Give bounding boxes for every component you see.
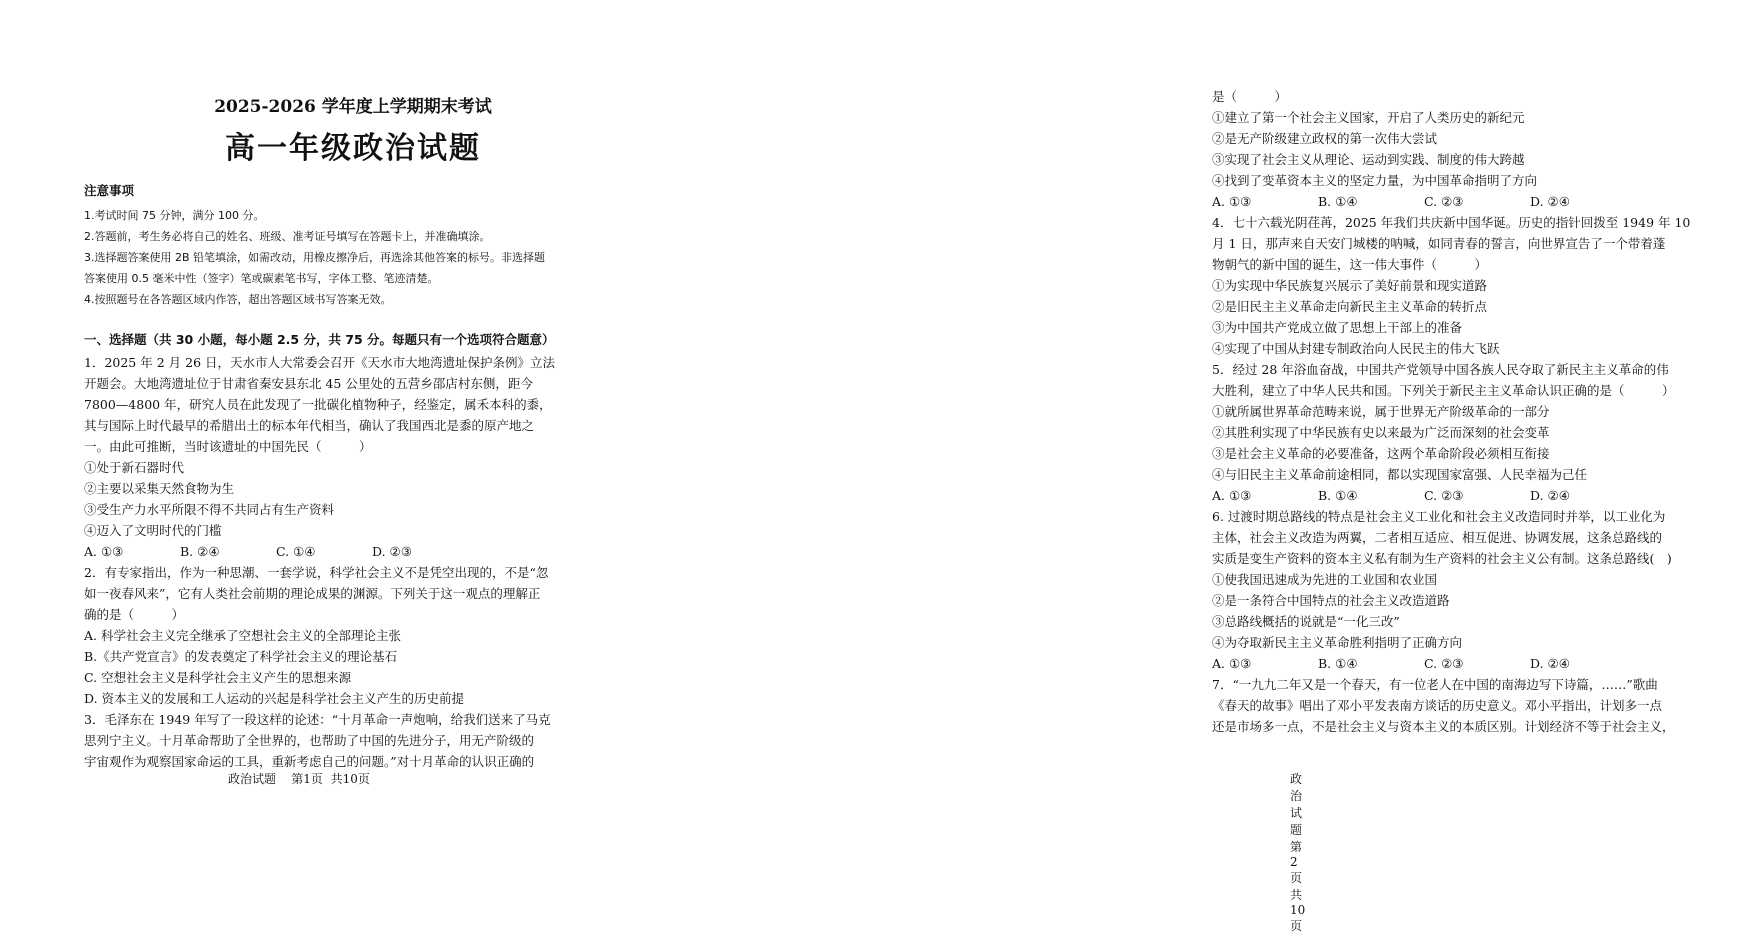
option-b: B. ②④ — [180, 544, 220, 559]
notice-item: 答案使用 0.5 毫米中性（签字）笔或碳素笔书写，字体工整、笔迹清楚。 — [84, 272, 439, 285]
question-line: 月 1 日，那声来自天安门城楼的呐喊，如同青春的誓言，向世界宣告了一个带着蓬 — [1212, 236, 1666, 251]
statement-item: ①为实现中华民族复兴展示了美好前景和现实道路 — [1212, 278, 1488, 293]
footer-page: 第1页 — [291, 772, 323, 786]
statement-item: ③实现了社会主义从理论、运动到实践、制度的伟大跨越 — [1212, 152, 1525, 167]
page-footer-left — [228, 770, 370, 787]
option-d: D. ②④ — [1530, 194, 1570, 209]
page-right — [600, 0, 1691, 933]
footer-total: 共10页 — [330, 772, 370, 786]
option-a: A. ①③ — [84, 544, 124, 559]
footer-subject: 政治试题 — [228, 772, 277, 786]
option-item: A. 科学社会主义完全继承了空想社会主义的全部理论主张 — [84, 628, 401, 643]
question-line: 《春天的故事》唱出了邓小平发表南方谈话的历史意义。邓小平指出，计划多一点 — [1212, 698, 1663, 713]
notice-item: 1.考试时间 75 分钟，满分 100 分。 — [84, 209, 265, 222]
subject-title: 高一年级政治试题 — [225, 131, 481, 166]
option-c: C. ②③ — [1424, 656, 1464, 671]
statement-item: ①建立了第一个社会主义国家，开启了人类历史的新纪元 — [1212, 110, 1525, 125]
option-item: B.《共产党宣言》的发表奠定了科学社会主义的理论基石 — [84, 649, 398, 664]
question-line: 物朝气的新中国的诞生，这一伟大事件（ ） — [1212, 257, 1488, 272]
question-7 — [1212, 674, 1752, 737]
question-6 — [1212, 506, 1752, 674]
question-2 — [84, 562, 592, 709]
footer-subject: 政治试题 — [1290, 772, 1303, 837]
question-line: 还是市场多一点，不是社会主义与资本主义的本质区别。计划经济不等于社会主义， — [1212, 719, 1675, 734]
option-item: D. 资本主义的发展和工人运动的兴起是科学社会主义产生的历史前提 — [84, 691, 465, 706]
statement-item: ②主要以采集天然食物为生 — [84, 481, 235, 496]
statement-item: ②是旧民主主义革命走向新民主主义革命的转折点 — [1212, 299, 1488, 314]
answer-options — [1212, 191, 1752, 212]
option-a: A. ①③ — [1212, 488, 1252, 503]
statement-item: ④为夺取新民主主义革命胜利指明了正确方向 — [1212, 635, 1463, 650]
page-left — [0, 0, 600, 847]
statement-item: ④实现了中国从封建专制政治向人民民主的伟大飞跃 — [1212, 341, 1500, 356]
question-line: 大胜利，建立了中华人民共和国。下列关于新民主主义革命认识正确的是（ ） — [1212, 383, 1675, 398]
footer-page: 第2页 — [1290, 840, 1303, 885]
question-line: 主体，社会主义改造为两翼，二者相互适应、相互促进、协调发展，这条总路线的 — [1212, 530, 1663, 545]
question-line: 宇宙观作为观察国家命运的工具，重新考虑自己的问题。”对十月革命的认识正确的 — [84, 754, 535, 769]
statement-item: ③受生产力水平所限不得不共同占有生产资料 — [84, 502, 335, 517]
question-line: 2．有专家指出，作为一种思潮、一套学说，科学社会主义不是凭空出现的，不是“忽 — [84, 565, 549, 580]
statement-item: ①就所属世界革命范畴来说，属于世界无产阶级革命的一部分 — [1212, 404, 1550, 419]
option-c: C. ②③ — [1424, 488, 1464, 503]
option-d: D. ②④ — [1530, 488, 1570, 503]
notice-heading: 注意事项 — [84, 183, 135, 198]
statement-item: ④找到了变革资本主义的坚定力量，为中国革命指明了方向 — [1212, 173, 1538, 188]
statement-item: ③是社会主义革命的必要准备，这两个革命阶段必须相互衔接 — [1212, 446, 1550, 461]
statement-item: ①使我国迅速成为先进的工业国和农业国 — [1212, 572, 1438, 587]
question-line: 7．“一九九二年又是一个春天，有一位老人在中国的南海边写下诗篇，……”歌曲 — [1212, 677, 1658, 692]
option-d: D. ②③ — [372, 544, 412, 559]
option-b: B. ①④ — [1318, 656, 1358, 671]
option-b: B. ①④ — [1318, 488, 1358, 503]
option-a: A. ①③ — [1212, 194, 1252, 209]
option-c: C. ①④ — [276, 544, 316, 559]
footer-total: 共10页 — [1290, 888, 1306, 933]
statement-item: ①处于新石器时代 — [84, 460, 185, 475]
option-d: D. ②④ — [1530, 656, 1570, 671]
section-heading: 一、选择题（共 30 小题，每小题 2.5 分，共 75 分。每题只有一个选项符合题意） — [84, 332, 555, 347]
notice-block — [84, 181, 592, 310]
question-line: 5．经过 28 年浴血奋战，中国共产党领导中国各族人民夺取了新民主主义革命的伟 — [1212, 362, 1669, 377]
answer-options — [84, 541, 592, 562]
statement-item: ②是一条符合中国特点的社会主义改造道路 — [1212, 593, 1450, 608]
option-c: C. ②③ — [1424, 194, 1464, 209]
question-line: 确的是（ ） — [84, 607, 185, 622]
question-line: 一。由此可推断，当时该遗址的中国先民（ ） — [84, 439, 372, 454]
option-a: A. ①③ — [1212, 656, 1252, 671]
statement-item: ②其胜利实现了中华民族有史以来最为广泛而深刻的社会变革 — [1212, 425, 1550, 440]
question-4 — [1212, 212, 1752, 359]
statement-item: ③为中国共产党成立做了思想上干部上的准备 — [1212, 320, 1463, 335]
exam-title: 2025-2026 学年度上学期期末考试 — [214, 97, 492, 117]
question-line: 3．毛泽东在 1949 年写了一段这样的论述：“十月革命一声炮响，给我们送来了马克 — [84, 712, 551, 727]
question-5 — [1212, 359, 1752, 506]
notice-item: 4.按照题号在各答题区域内作答，超出答题区域书写答案无效。 — [84, 293, 392, 306]
question-3 — [84, 709, 592, 772]
notice-item: 2.答题前，考生务必将自己的姓名、班级、准考证号填写在答题卡上，并准确填涂。 — [84, 230, 491, 243]
statement-item: ④迈入了文明时代的门槛 — [84, 523, 222, 538]
question-line: 开题会。大地湾遗址位于甘肃省秦安县东北 45 公里处的五营乡邵店村东侧，距今 — [84, 376, 533, 391]
statement-item: ③总路线概括的说就是“一化三改” — [1212, 614, 1400, 629]
question-1 — [84, 352, 592, 562]
statement-item: ④与旧民主主义革命前途相同，都以实现国家富强、人民幸福为己任 — [1212, 467, 1588, 482]
page-footer-right — [1290, 770, 1306, 934]
option-b: B. ①④ — [1318, 194, 1358, 209]
option-item: C. 空想社会主义是科学社会主义产生的思想来源 — [84, 670, 352, 685]
question-line: 6. 过渡时期总路线的特点是社会主义工业化和社会主义改造同时并举，以工业化为 — [1212, 509, 1666, 524]
left-column — [84, 92, 592, 772]
right-column — [1212, 86, 1752, 737]
question-line: 是（ ） — [1212, 89, 1288, 104]
notice-item: 3.选择题答案使用 2B 铅笔填涂，如需改动，用橡皮擦净后，再选涂其他答案的标号。非选择题 — [84, 251, 546, 264]
question-line: 其与国际上时代最早的希腊出土的标本年代相当，确认了我国西北是黍的原产地之 — [84, 418, 535, 433]
question-line: 4．七十六载光阴荏苒，2025 年我们共庆新中国华诞。历史的指针回拨至 1949 年 10 — [1212, 215, 1691, 230]
question-line: 如一夜春风来”，它有人类社会前期的理论成果的渊源。下列关于这一观点的理解正 — [84, 586, 541, 601]
question-line: 1．2025 年 2 月 26 日，天水市人大常委会召开《天水市大地湾遗址保护条例》立法 — [84, 355, 555, 370]
question-line: 思列宁主义。十月革命帮助了全世界的，也帮助了中国的先进分子，用无产阶级的 — [84, 733, 535, 748]
question-line: 实质是变生产资料的资本主义私有制为生产资料的社会主义公有制。这条总路线( ) — [1212, 551, 1672, 566]
answer-options — [1212, 653, 1752, 674]
question-line: 7800—4800 年，研究人员在此发现了一批碳化植物种子，经鉴定，属禾本科的黍， — [84, 397, 552, 412]
statement-item: ②是无产阶级建立政权的第一次伟大尝试 — [1212, 131, 1438, 146]
question-3-continued — [1212, 86, 1752, 212]
answer-options — [1212, 485, 1752, 506]
